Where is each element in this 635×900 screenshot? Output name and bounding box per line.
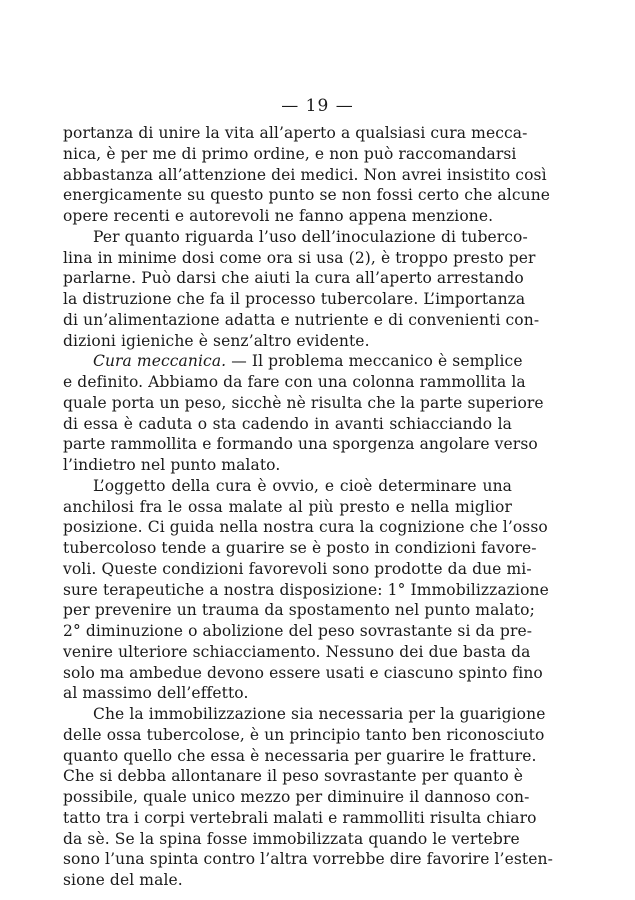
text-line: possibile, quale unico mezzo per diminuire il dannoso con- (63, 788, 530, 806)
text-line: sono l’una spinta contro l’altra vorrebbe dire favorire l’esten- (63, 850, 553, 869)
text-line: dizioni igieniche è senz’altro evidente. (63, 331, 370, 350)
text-line: nica, è per me di primo ordine, e non può raccomandarsi (63, 144, 517, 163)
text-line: delle ossa tubercolose, è un principio tanto ben riconosciuto (63, 725, 545, 744)
text-line: da sè. Se la spina fosse immobilizzata quando le vertebre (63, 829, 520, 848)
text-line: parlarne. Può darsi che aiuti la cura all’aperto arrestando (63, 269, 524, 288)
text-line: Per quanto riguarda l’uso dell’inoculazione di tuberco- (93, 227, 528, 246)
text-line: 2° diminuzione o abolizione del peso sovrastante si da pre- (63, 622, 533, 640)
text-line: L’oggetto della cura è ovvio, e cioè determinare una (93, 476, 512, 495)
text-line: voli. Queste condizioni favorevoli sono prodotte da due mi- (63, 559, 532, 578)
text-line: la distruzione che fa il processo tubercolare. L’importanza (63, 290, 526, 308)
text-line: sione del male. (63, 871, 183, 889)
text-line: posizione. Ci guida nella nostra cura la cognizione che l’osso (63, 518, 548, 537)
body-text (63, 123, 553, 891)
text-line (63, 351, 523, 372)
text-line: al massimo dell’effetto. (63, 684, 249, 703)
text-line: quale porta un peso, sicchè nè risulta che la parte superiore (63, 393, 544, 412)
text-line: energicamente su questo punto se non fossi certo che alcune (63, 186, 551, 205)
text-line: anchilosi fra le ossa malate al più presto e nella miglior (63, 497, 512, 516)
text-line: quanto quello che essa è necessaria per guarire le fratture. (63, 746, 537, 765)
text-line: l’indietro nel punto malato. (63, 456, 281, 474)
text-line: sure terapeutiche a nostra disposizione: 1° Immobilizzazione (63, 580, 549, 599)
text-line: e definito. Abbiamo da fare con una colonna rammollita la (63, 373, 526, 391)
text-line: per prevenire un trauma da spostamento nel punto malato; (63, 601, 535, 620)
text-line: parte rammollita e formando una sporgenza angolare verso (63, 435, 538, 454)
text-line: tubercoloso tende a guarire se è posto in condizioni favore- (63, 539, 537, 557)
text-line: solo ma ambedue devono essere usati e ciascuno spinto fino (63, 663, 543, 682)
text-line: lina in minime dosi come ora si usa (2), è troppo presto per (63, 248, 536, 267)
text-line: tatto tra i corpi vertebrali malati e rammolliti risulta chiaro (63, 808, 537, 827)
text-segment: — Il problema meccanico è semplice (226, 352, 523, 371)
text-line: Che si debba allontanare il peso sovrastante per quanto è (63, 767, 524, 786)
page-number: — 19 — (281, 96, 354, 116)
section-heading: Cura meccanica. (93, 352, 227, 371)
text-line: abbastanza all’attenzione dei medici. Non avrei insistito così (63, 165, 547, 184)
text-line: venire ulteriore schiacciamento. Nessuno dei due basta da (63, 642, 531, 661)
text-line: Che la immobilizzazione sia necessaria per la guarigione (93, 705, 546, 723)
text-line: portanza di unire la vita all’aperto a qualsiasi cura mecca- (63, 124, 528, 142)
text-line: opere recenti e autorevoli ne fanno appena menzione. (63, 207, 494, 225)
text-line: di un’alimentazione adatta e nutriente e di convenienti con- (63, 310, 540, 329)
text-line: di essa è caduta o sta cadendo in avanti schiacciando la (63, 414, 512, 433)
